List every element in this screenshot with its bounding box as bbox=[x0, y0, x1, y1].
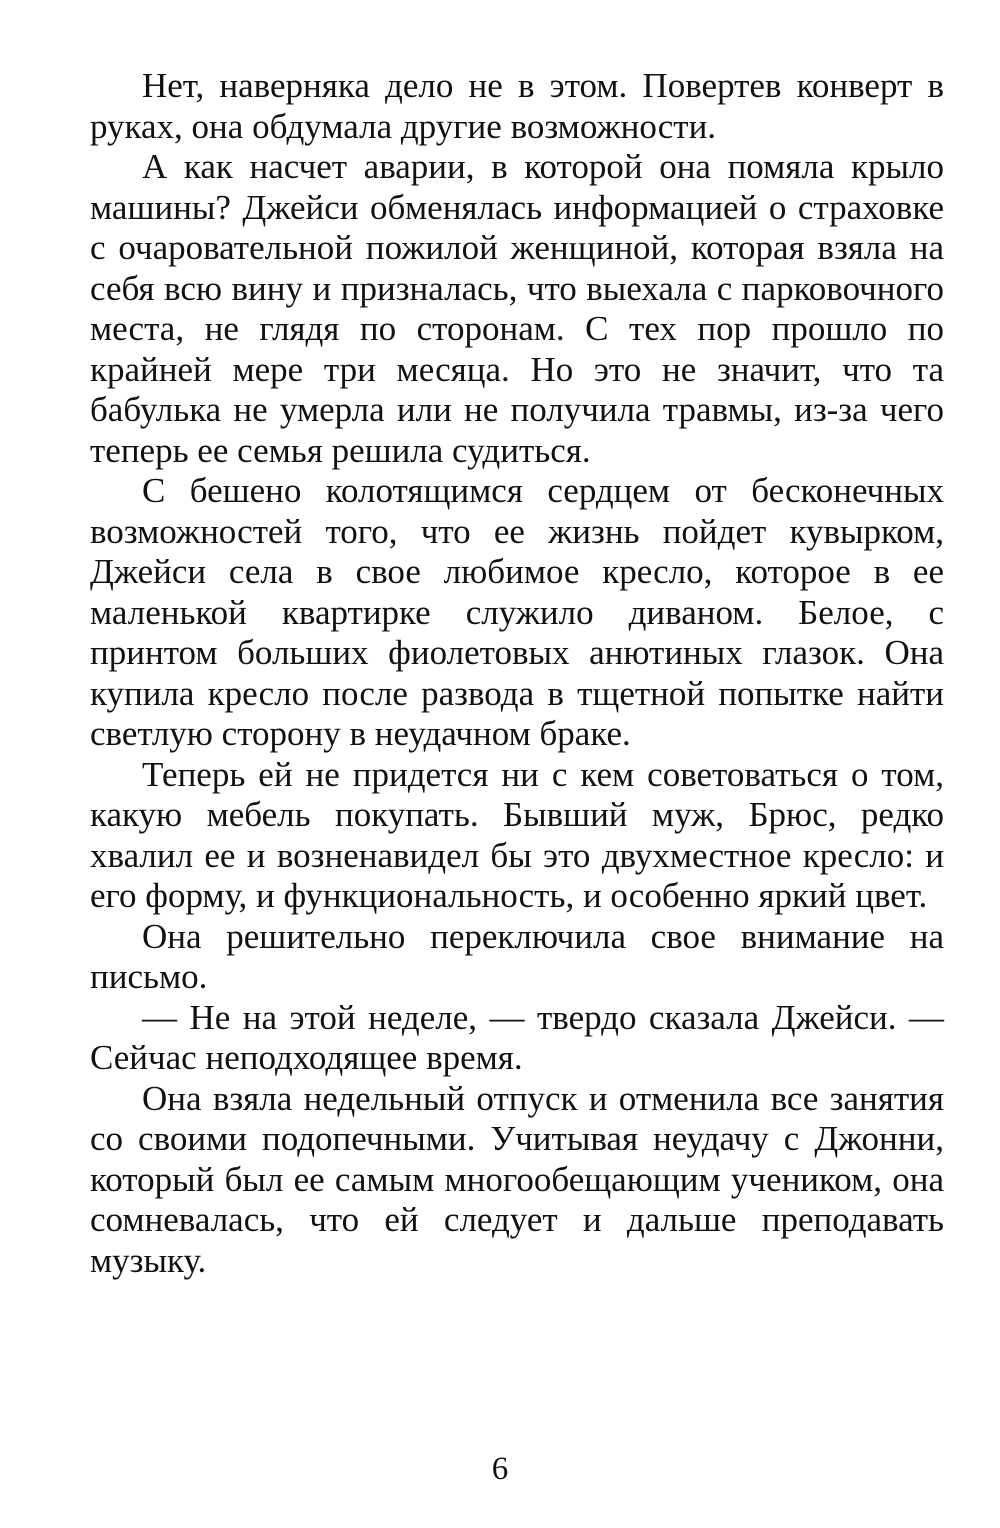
paragraph-6: — Не на этой неделе, — твердо сказала Джейси. — Сейчас неподходящее время. bbox=[90, 997, 944, 1077]
page-number: 6 bbox=[491, 1451, 509, 1487]
paragraph-4: Теперь ей не придется ни с кем советоваться о том, какую мебель покупать. Бывший муж, Брюс, редко хвалил ее и возненавидел бы это двухместное кресло: и его форму, и функциональность, и особенно яркий цвет. bbox=[90, 754, 944, 915]
body-text bbox=[90, 66, 944, 1281]
paragraph-3: С бешено колотящимся сердцем от бесконечных возможностей того, что ее жизнь пойдет кувырком, Джейси села в свое любимое кресло, которое в ее маленькой квартирке служило диваном. Белое, с принтом больших фиолетовых анютиных глазок. Она купила кресло после развода в тщетной попытке найти светлую сторону в неудачном браке. bbox=[90, 471, 944, 753]
paragraph-1: Нет, наверняка дело не в этом. Повертев конверт в руках, она обдумала другие возможности. bbox=[90, 66, 944, 146]
paragraph-7: Она взяла недельный отпуск и отменила все занятия со своими подопечными. Учитывая неудачу с Джонни, который был ее самым многообещающим учеником, она сомневалась, что ей следует и дальше преподавать музыку. bbox=[90, 1078, 944, 1280]
paragraph-2: А как насчет аварии, в которой она помяла крыло машины? Джейси обменялась информацией о страховке с очаровательной пожилой женщиной, которая взяла на себя всю вину и призналась, что выехала с парковочного места, не глядя по сторонам. С тех пор прошло по крайней мере три месяца. Но это не значит, что та бабулька не умерла или не получила травмы, из-за чего теперь ее семья решила судиться. bbox=[90, 147, 944, 470]
paragraph-5: Она решительно переключила свое внимание на письмо. bbox=[90, 916, 944, 996]
